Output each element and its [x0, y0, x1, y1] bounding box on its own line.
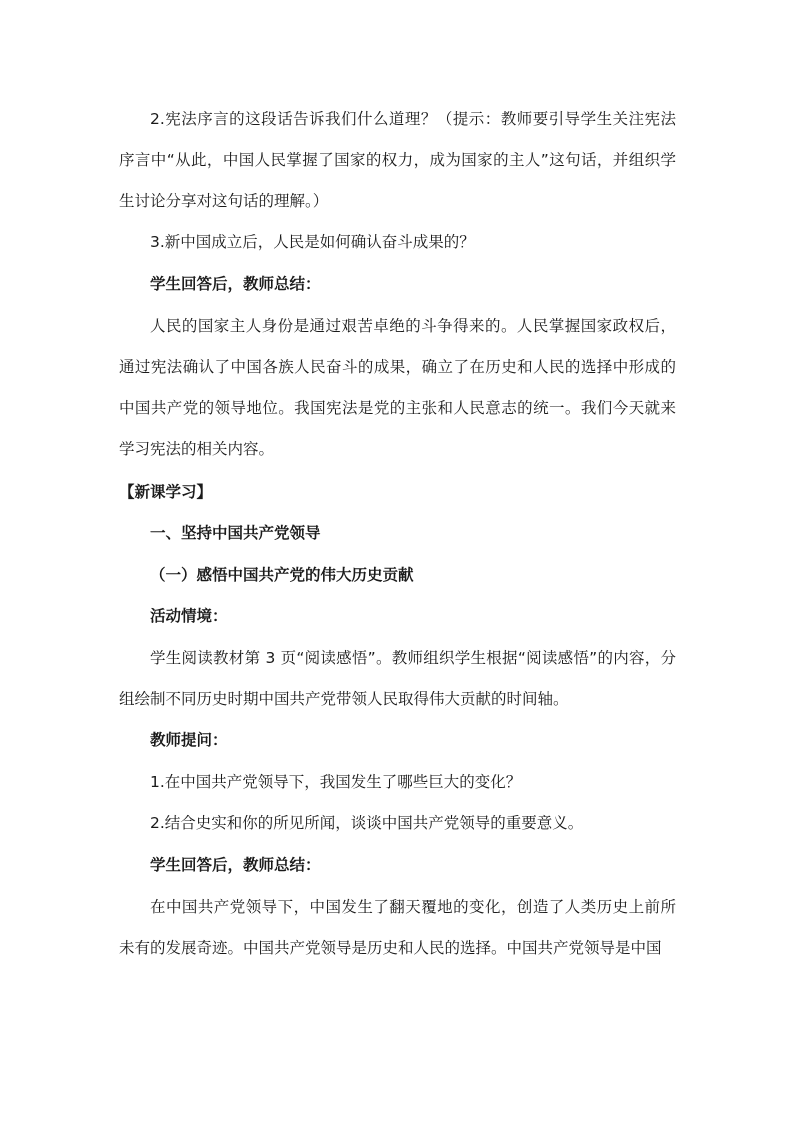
summary-paragraph-2: 在中国共产党领导下，中国发生了翻天覆地的变化，创造了人类历史上前所未有的发展奇迹。中国共产党领导是历史和人民的选择。中国共产党领导是中国 [119, 898, 676, 957]
summary-heading-2: 学生回答后，教师总结： [150, 856, 321, 874]
teacher-question-1: 1.在中国共产党领导下，我国发生了哪些巨大的变化？ [150, 773, 522, 791]
question-2-paragraph: 2.宪法序言的这段话告诉我们什么道理？（提示：教师要引导学生关注宪法序言中“从此，中国人民掌握了国家的权力，成为国家的主人”这句话，并组织学生讨论分享对这句话的理解。） [119, 110, 676, 210]
subsection-heading-1: （一）感悟中国共产党的伟大历史贡献 [150, 566, 414, 584]
teacher-question-heading: 教师提问： [150, 731, 228, 749]
summary-heading-1: 学生回答后，教师总结： [150, 275, 321, 293]
new-lesson-heading: 【新课学习】 [119, 483, 213, 501]
section-heading-1: 一、坚持中国共产党领导 [150, 524, 321, 542]
question-3-paragraph: 3.新中国成立后，人民是如何确认奋斗成果的？ [150, 233, 475, 251]
teacher-question-2: 2.结合史实和你的所见所闻，谈谈中国共产党领导的重要意义。 [150, 814, 584, 832]
summary-paragraph-1: 人民的国家主人身份是通过艰苦卓绝的斗争得来的。人民掌握国家政权后，通过宪法确认了中国各族人民奋斗的成果，确立了在历史和人民的选择中形成的中国共产党的领导地位。我国宪法是党的主张和人民意志的统一。我们今天就来学习宪法的相关内容。 [119, 317, 676, 458]
activity-heading: 活动情境： [150, 607, 228, 625]
activity-paragraph: 学生阅读教材第 3 页“阅读感悟”。教师组织学生根据“阅读感悟”的内容，分组绘制不同历史时期中国共产党带领人民取得伟大贡献的时间轴。 [119, 649, 676, 708]
